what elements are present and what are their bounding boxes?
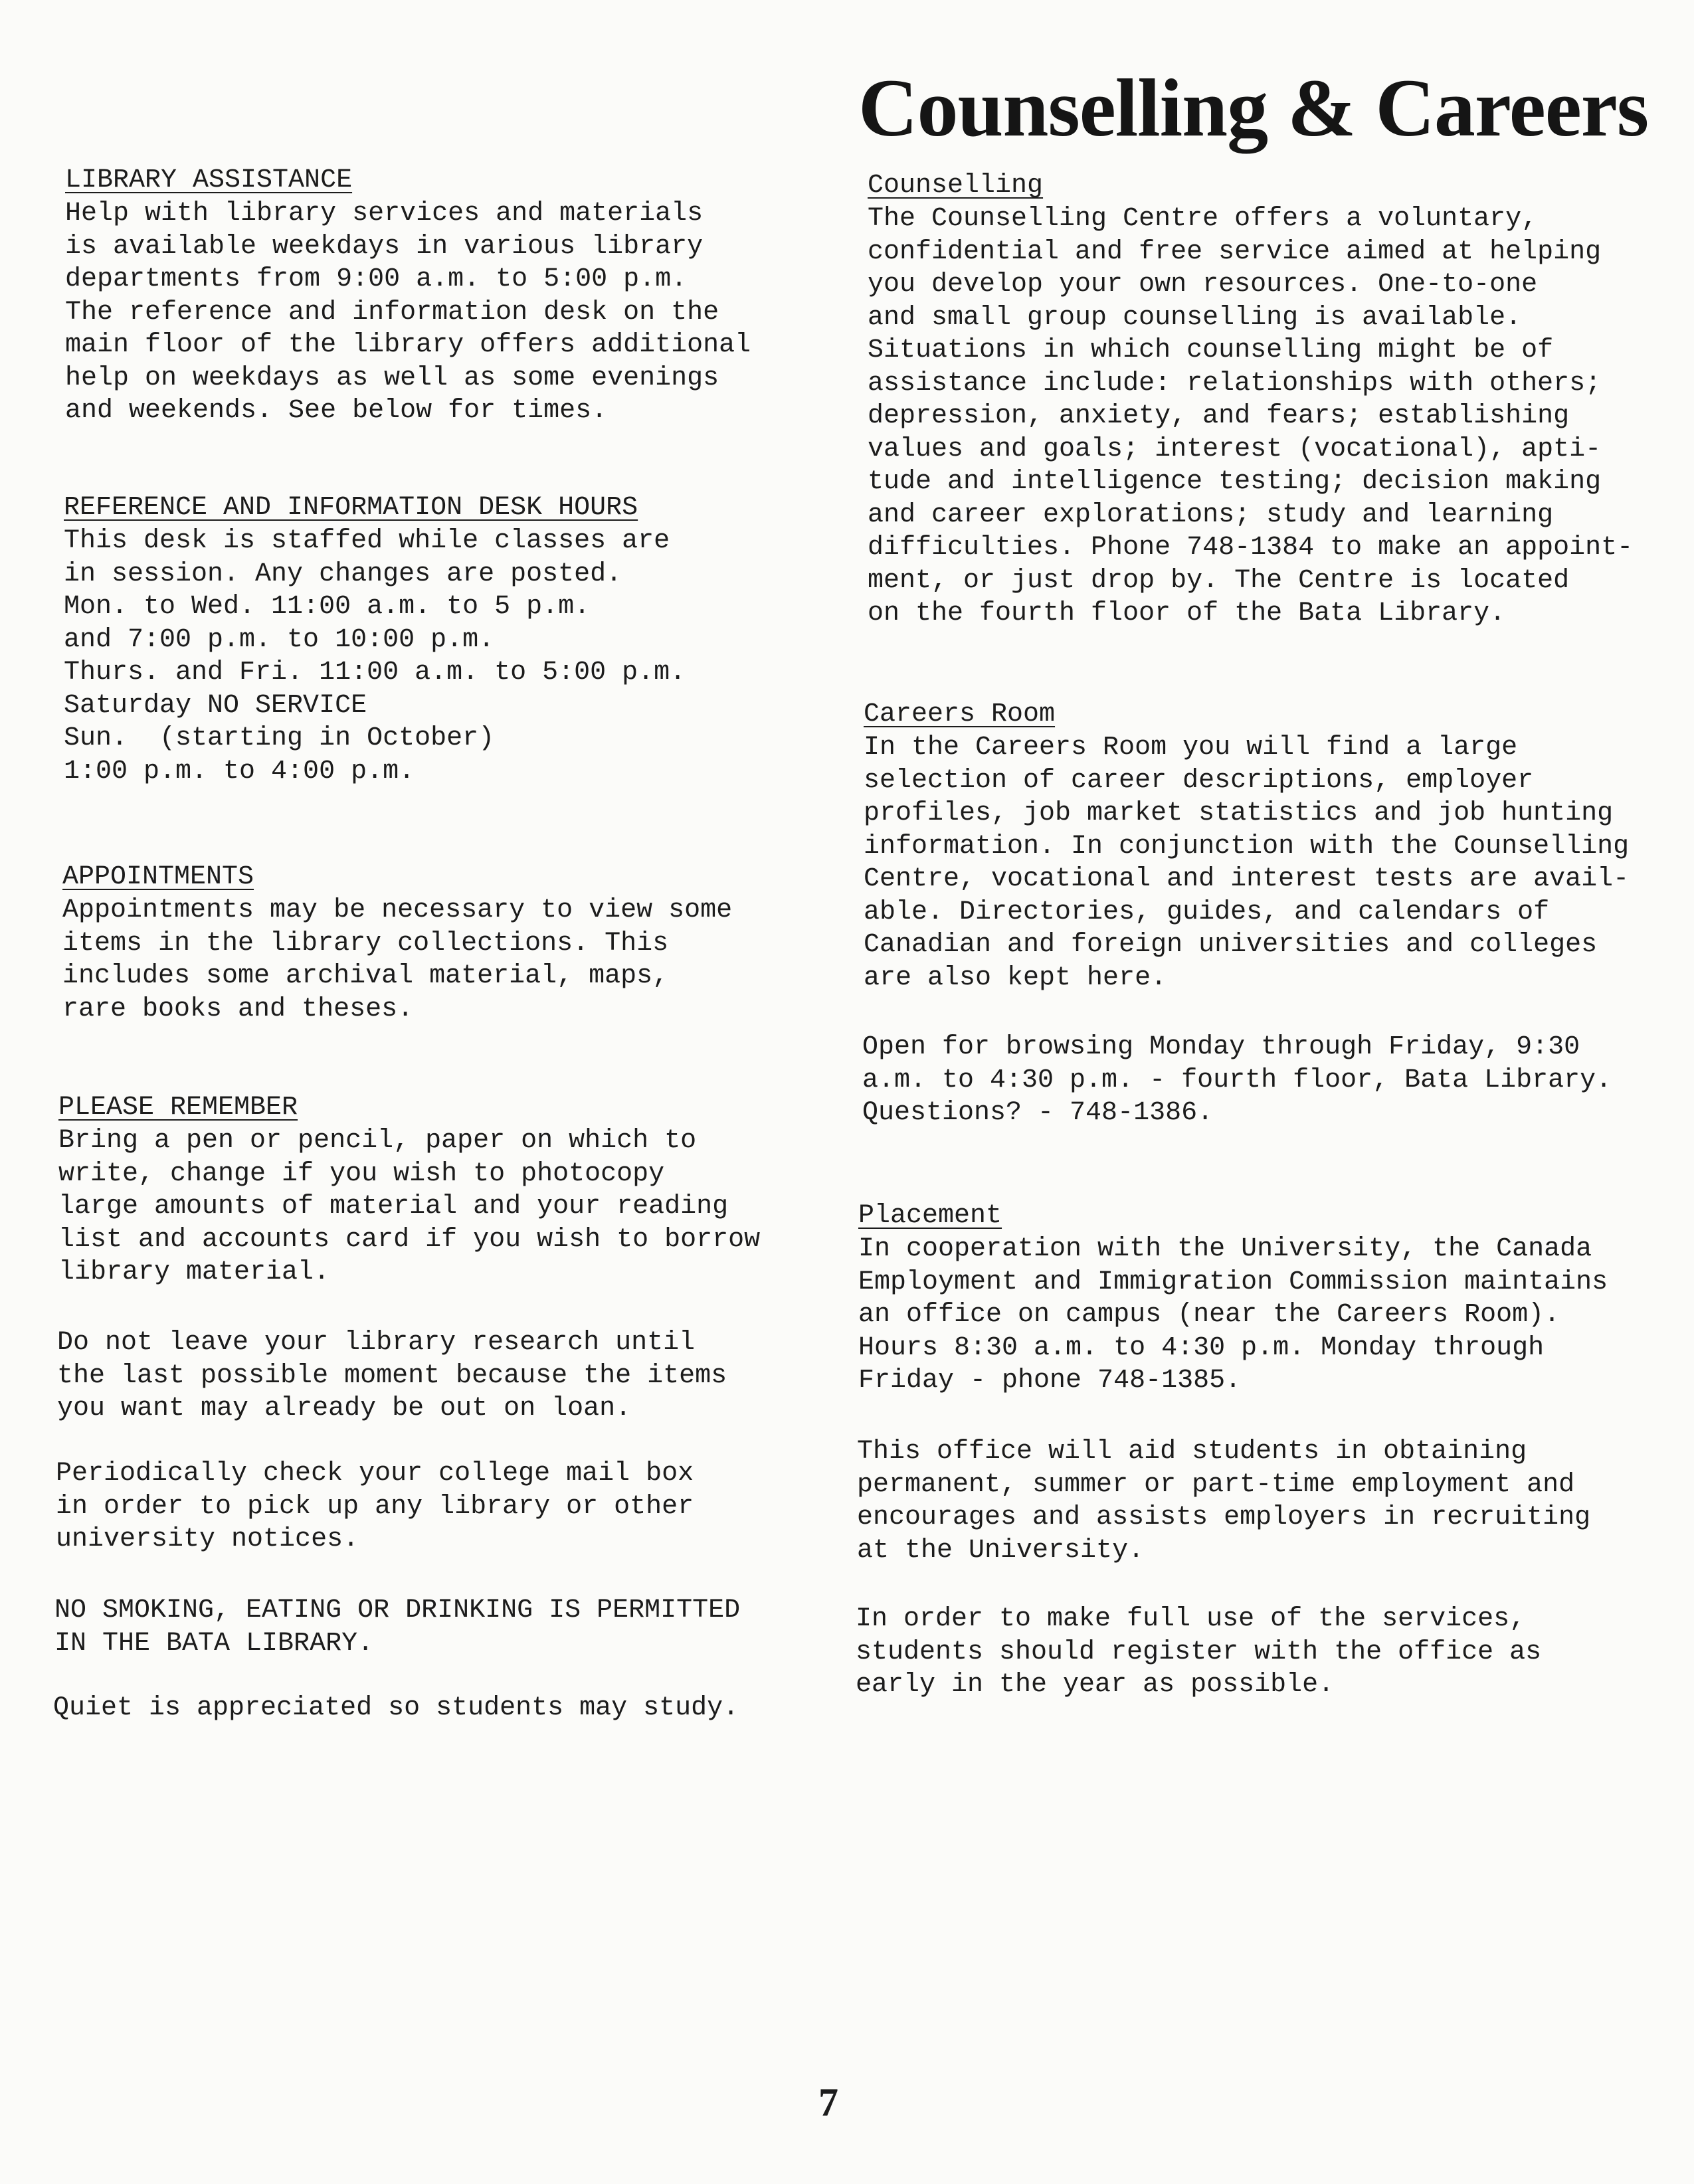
- careers-room-section: [864, 698, 1629, 994]
- text-line: NO SMOKING, EATING OR DRINKING IS PERMITTED: [54, 1595, 741, 1625]
- text-line: and career explorations; study and learning: [868, 500, 1554, 530]
- text-line: Periodically check your college mail box: [56, 1459, 694, 1489]
- reference-desk-hours-heading: REFERENCE AND INFORMATION DESK HOURS: [64, 493, 638, 523]
- text-line: Appointments may be necessary to view some: [62, 895, 733, 925]
- page-number: 7: [818, 2080, 838, 2124]
- counselling-heading: Counselling: [868, 171, 1044, 201]
- text-line: 1:00 p.m. to 4:00 p.m.: [64, 756, 415, 786]
- placement-register-note: [856, 1603, 1541, 1702]
- text-line: is available weekdays in various library: [65, 231, 704, 262]
- text-line: Do not leave your library research until: [57, 1328, 696, 1358]
- text-line: encourages and assists employers in recruiting: [857, 1502, 1591, 1532]
- text-line: Bring a pen or pencil, paper on which to: [58, 1126, 697, 1156]
- text-line: you develop your own resources. One-to-one: [868, 270, 1538, 300]
- text-line: help on weekdays as well as some evenings: [65, 363, 719, 393]
- text-line: Employment and Immigration Commission maintains: [858, 1267, 1608, 1297]
- placement-heading: Placement: [858, 1201, 1002, 1231]
- mailbox-note: [56, 1457, 694, 1556]
- text-line: and 7:00 p.m. to 10:00 p.m.: [64, 624, 495, 655]
- appointments-section: [62, 861, 732, 1026]
- page-title: Counselling & Careers: [858, 62, 1649, 153]
- appointments-heading: APPOINTMENTS: [62, 862, 254, 892]
- text-line: Thurs. and Fri. 11:00 a.m. to 5:00 p.m.: [64, 658, 686, 687]
- text-line: students should register with the office as: [856, 1637, 1542, 1667]
- text-line: Sun. (starting in October): [64, 723, 495, 753]
- text-line: able. Directories, guides, and calendars of: [864, 897, 1550, 927]
- text-line: an office on campus (near the Careers Room).: [858, 1300, 1560, 1330]
- careers-hours-note: [862, 1031, 1612, 1130]
- text-line: departments from 9:00 a.m. to 5:00 p.m.: [65, 264, 688, 294]
- text-line: a.m. to 4:30 p.m. - fourth floor, Bata Library.: [862, 1065, 1612, 1095]
- text-line: and weekends. See below for times.: [65, 396, 608, 426]
- text-line: in session. Any changes are posted.: [64, 559, 622, 589]
- text-line: IN THE BATA LIBRARY.: [54, 1628, 374, 1659]
- library-assistance-section: [65, 164, 751, 428]
- placement-aid-note: [857, 1435, 1590, 1567]
- text-line: and small group counselling is available.: [868, 302, 1522, 333]
- text-line: write, change if you wish to photocopy: [58, 1158, 665, 1189]
- text-line: selection of career descriptions, employer: [864, 765, 1534, 796]
- text-line: main floor of the library offers additional: [65, 330, 751, 360]
- text-line: Saturday NO SERVICE: [64, 690, 367, 721]
- text-line: library material.: [58, 1257, 330, 1287]
- quiet-note: [53, 1692, 739, 1725]
- text-line: items in the library collections. This: [62, 928, 669, 958]
- counselling-section: [868, 169, 1633, 630]
- text-line: assistance include: relationships with others;: [868, 368, 1602, 399]
- text-line: difficulties. Phone 748-1384 to make an appoint-: [868, 533, 1634, 563]
- text-line: permanent, summer or part-time employment and: [857, 1469, 1575, 1500]
- library-assistance-heading: LIBRARY ASSISTANCE: [65, 165, 353, 195]
- text-line: Open for browsing Monday through Friday, 9:30: [862, 1032, 1580, 1062]
- text-line: ment, or just drop by. The Centre is located: [868, 565, 1570, 596]
- please-remember-heading: PLEASE REMEMBER: [58, 1093, 298, 1123]
- text-line: profiles, job market statistics and job hunting: [864, 798, 1614, 828]
- text-line: the last possible moment because the items: [57, 1360, 727, 1391]
- text-line: Canadian and foreign universities and colleges: [864, 930, 1598, 960]
- text-line: you want may already be out on loan.: [57, 1394, 632, 1423]
- text-line: information. In conjunction with the Counselling: [864, 831, 1630, 862]
- text-line: are also kept here.: [864, 962, 1167, 993]
- text-line: Questions? - 748-1386.: [862, 1098, 1214, 1128]
- text-line: The Counselling Centre offers a voluntary,: [868, 204, 1538, 234]
- text-line: large amounts of material and your reading: [58, 1192, 729, 1222]
- text-line: Mon. to Wed. 11:00 a.m. to 5 p.m.: [64, 592, 591, 622]
- text-line: tude and intelligence testing; decision making: [868, 467, 1602, 497]
- text-line: This desk is staffed while classes are: [64, 526, 670, 556]
- text-line: list and accounts card if you wish to borrow: [58, 1224, 761, 1255]
- text-line: In the Careers Room you will find a large: [864, 733, 1518, 763]
- text-line: Friday - phone 748-1385.: [858, 1366, 1242, 1396]
- research-note: [57, 1326, 727, 1425]
- please-remember-section: [58, 1091, 760, 1289]
- text-line: Quiet is appreciated so students may study.: [53, 1693, 739, 1723]
- careers-room-heading: Careers Room: [864, 699, 1056, 729]
- text-line: includes some archival material, maps,: [62, 961, 669, 991]
- reference-desk-hours-section: [64, 492, 686, 788]
- text-line: In cooperation with the University, the Canada: [858, 1234, 1592, 1264]
- text-line: Help with library services and materials: [65, 199, 704, 228]
- text-line: This office will aid students in obtaining: [857, 1437, 1527, 1467]
- text-line: values and goals; interest (vocational), apti-: [868, 434, 1602, 464]
- text-line: early in the year as possible.: [856, 1670, 1335, 1700]
- placement-section: [858, 1200, 1608, 1398]
- text-line: depression, anxiety, and fears; establishing: [868, 401, 1570, 431]
- text-line: Hours 8:30 a.m. to 4:30 p.m. Monday through: [858, 1332, 1545, 1363]
- text-line: In order to make full use of the services,: [856, 1604, 1526, 1634]
- text-line: Situations in which counselling might be of: [868, 335, 1554, 365]
- text-line: at the University.: [857, 1535, 1145, 1566]
- text-line: confidential and free service aimed at helping: [868, 236, 1602, 267]
- text-line: rare books and theses.: [62, 994, 414, 1024]
- text-line: in order to pick up any library or other: [56, 1491, 694, 1522]
- text-line: The reference and information desk on the: [65, 297, 719, 327]
- smoking-note: [54, 1594, 740, 1660]
- text-line: Centre, vocational and interest tests are avail-: [864, 864, 1630, 894]
- text-line: university notices.: [56, 1524, 359, 1554]
- text-line: on the fourth floor of the Bata Library.: [868, 598, 1506, 628]
